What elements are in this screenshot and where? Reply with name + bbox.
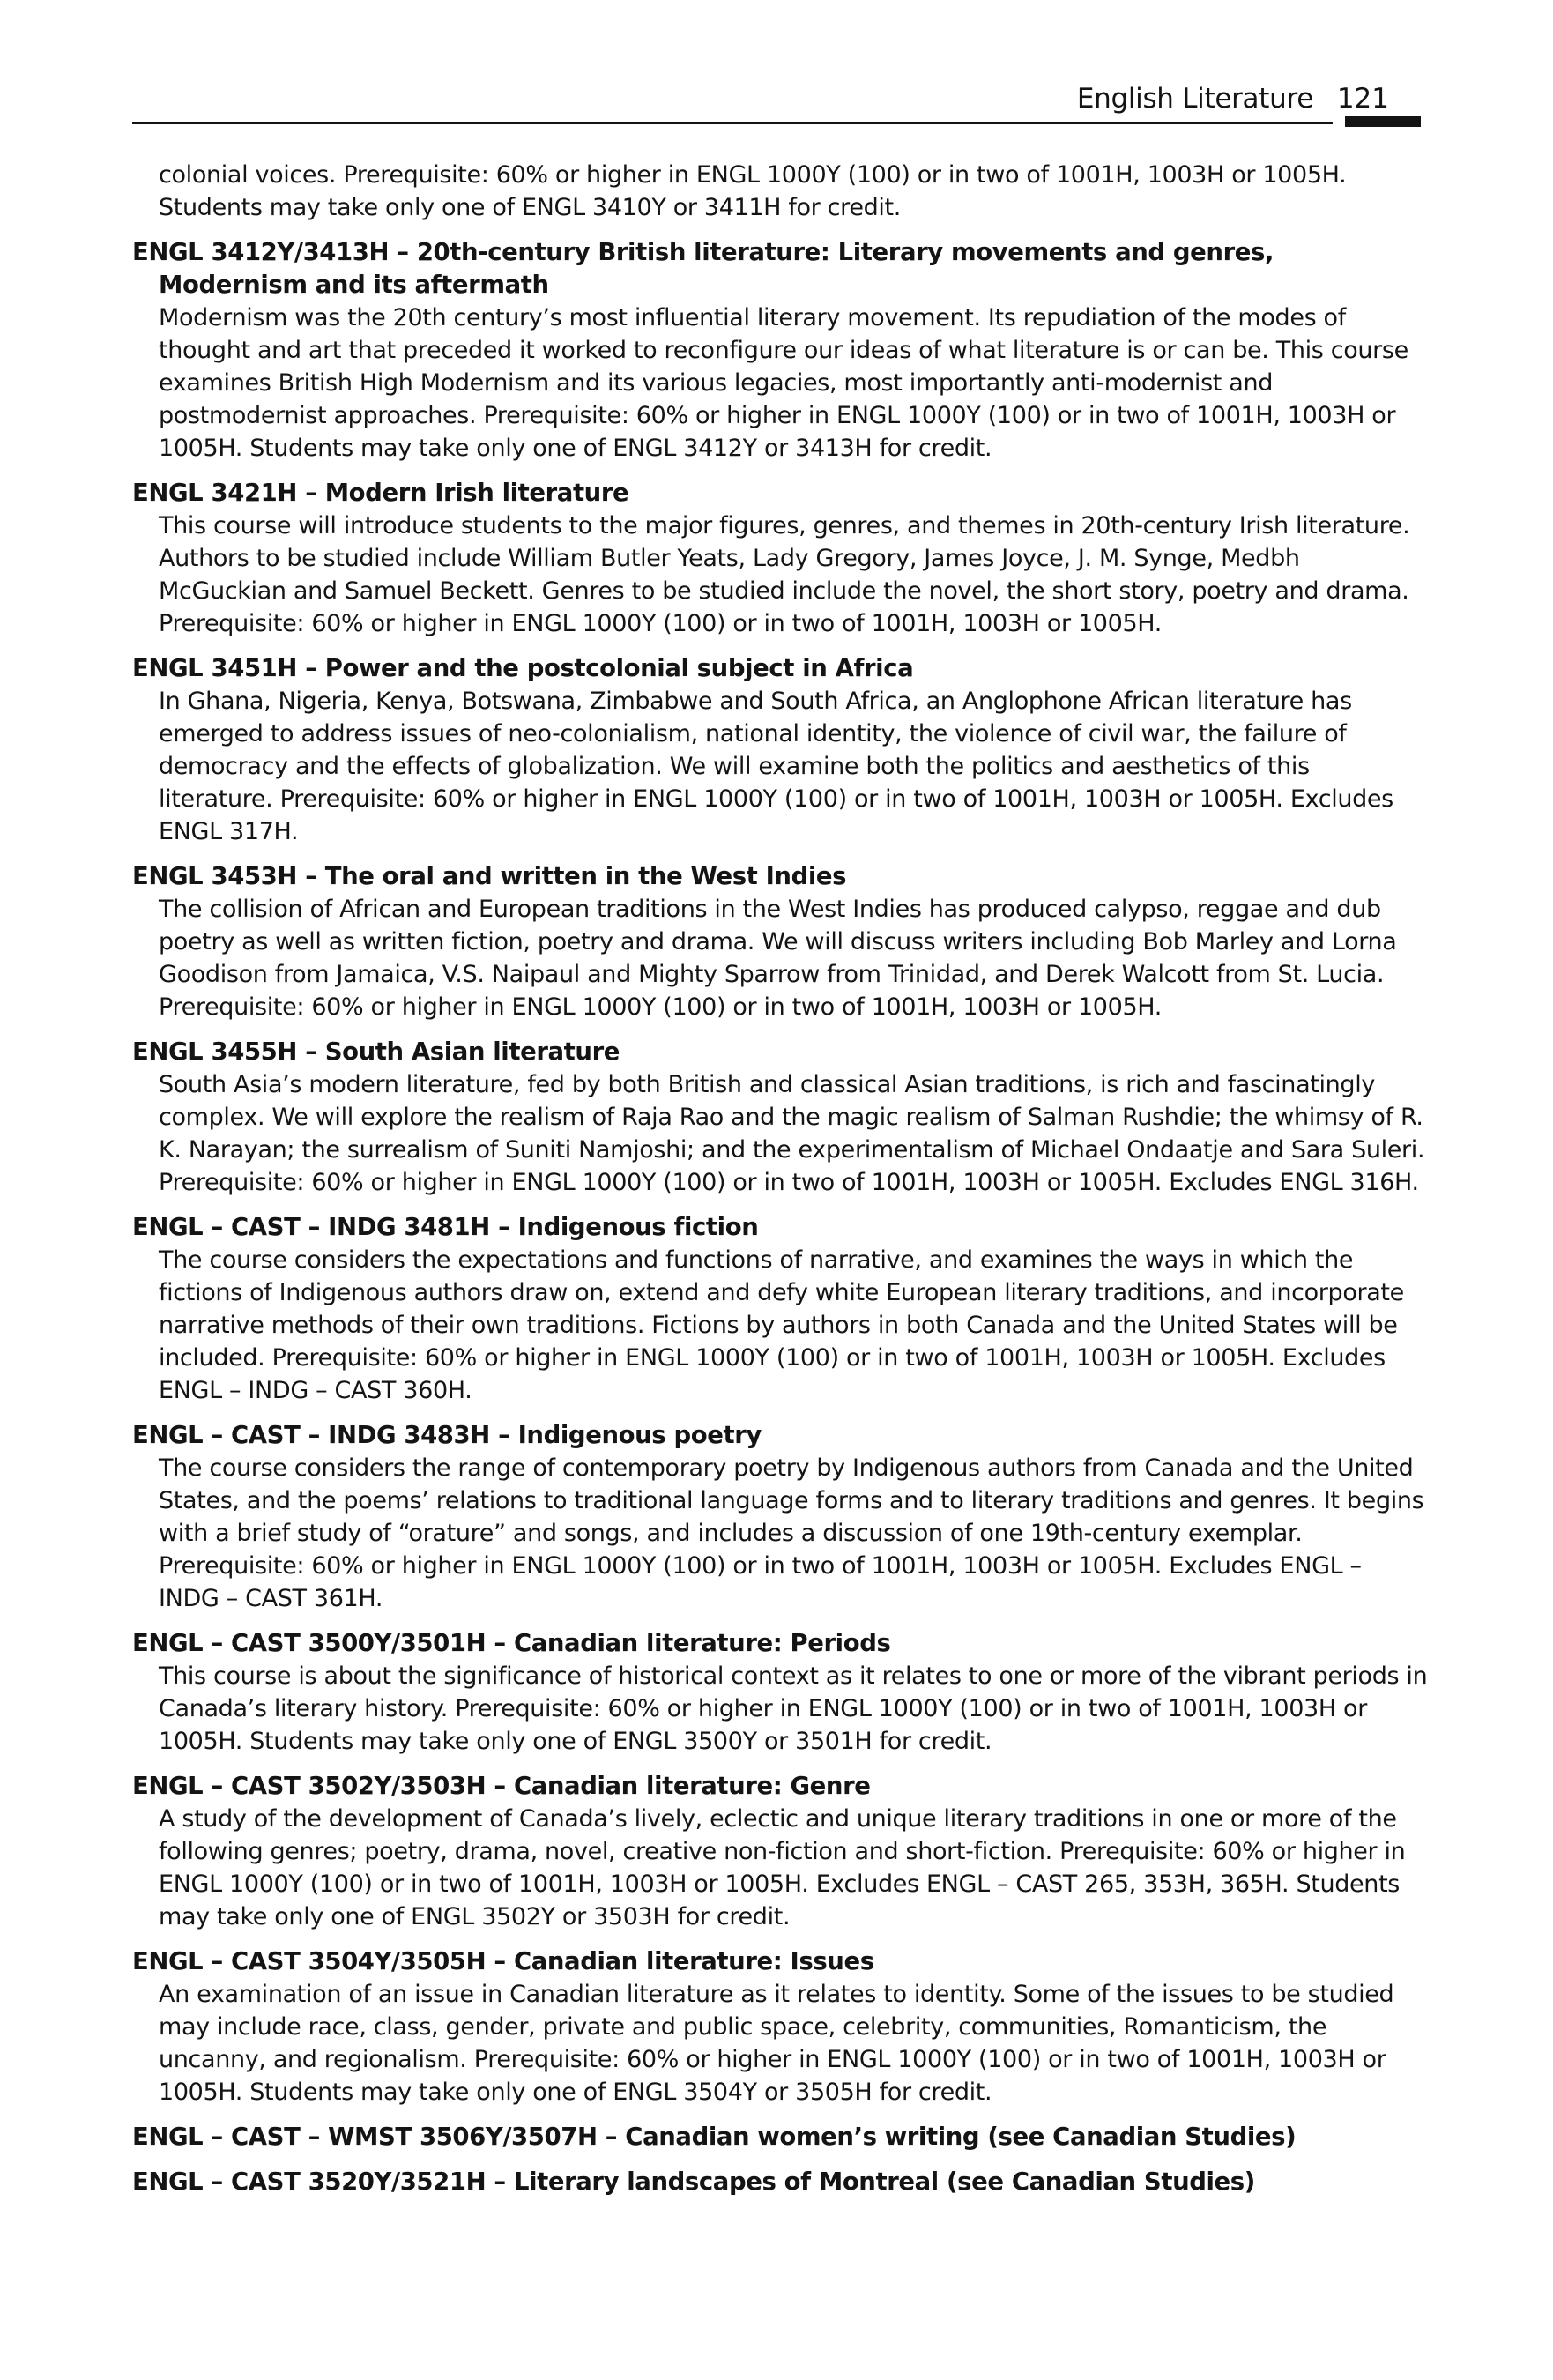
course-title: ENGL 3451H – Power and the postcolonial subject in Africa (132, 654, 914, 682)
course-title: ENGL 3421H – Modern Irish literature (132, 479, 629, 507)
course-title: ENGL – CAST – INDG 3483H – Indigenous poetry (132, 1421, 762, 1449)
page-header (132, 79, 1421, 125)
course-description: In Ghana, Nigeria, Kenya, Botswana, Zimbabwe and South Africa, an Anglophone African literature has emerged to address issues of neo-colonialism, national identity, the violence of civil war, the failure of democracy and the effects of globalization. We will examine both the politics and aesthetics of this literature. Prerequisite: 60% or higher in ENGL 1000Y (100) or in two of 1001H, 1003H or 1005H. Excludes ENGL 317H. (159, 688, 1393, 845)
continued-text: colonial voices. Prerequisite: 60% or higher in ENGL 1000Y (100) or in two of 1001H, 1003H or 1005H. Students may take only one of ENGL 3410Y or 3411H for credit. (159, 161, 1347, 221)
course-description: The course considers the expectations and functions of narrative, and examines the ways in which the fictions of Indigenous authors draw on, extend and defy white European literary traditions, and incorporate narrative methods of their own traditions. Fictions by authors in both Canada and the United States will be included. Prerequisite: 60% or higher in ENGL 1000Y (100) or in two of 1001H, 1003H or 1005H. Excludes ENGL – INDG – CAST 360H. (159, 1246, 1404, 1404)
course-entry (132, 1627, 1428, 1758)
course-title: ENGL – CAST – WMST 3506Y/3507H – Canadian women’s writing (see Canadian Studies) (132, 2123, 1297, 2151)
course-description: This course will introduce students to the major figures, genres, and themes in 20th-century Irish literature. Authors to be studied include William Butler Yeats, Lady Gregory, James Joyce, J. M. Synge, Medbh McGuckian and Samuel Beckett. Genres to be studied include the novel, the short story, poetry and drama. Prerequisite: 60% or higher in ENGL 1000Y (100) or in two of 1001H, 1003H or 1005H. (159, 512, 1410, 637)
header-rule (132, 122, 1333, 124)
course-entry (132, 860, 1428, 1023)
course-description: Modernism was the 20th century’s most influential literary movement. Its repudiation of the modes of thought and art that preceded it worked to reconfigure our ideas of what literature is or can be. This course examines British High Modernism and its various legacies, most importantly anti-modernist and postmodernist approaches. Prerequisite: 60% or higher in ENGL 1000Y (100) or in two of 1001H, 1003H or 1005H. Students may take only one of ENGL 3412Y or 3413H for credit. (159, 304, 1408, 462)
running-header-section: English Literature (1076, 83, 1313, 115)
course-title: ENGL – CAST 3502Y/3503H – Canadian literature: Genre (132, 1772, 871, 1800)
course-description: This course is about the significance of historical context as it relates to one or more of the vibrant periods in Canada’s literary history. Prerequisite: 60% or higher in ENGL 1000Y (100) or in two of 1001H, 1003H or 1005H. Students may take only one of ENGL 3500Y or 3501H for credit. (159, 1662, 1428, 1755)
course-list (132, 236, 1428, 2198)
course-entry (132, 1036, 1428, 1199)
course-title: ENGL – CAST 3504Y/3505H – Canadian literature: Issues (132, 1947, 874, 1975)
course-title: ENGL – CAST 3500Y/3501H – Canadian literature: Periods (132, 1629, 891, 1657)
course-description: The course considers the range of contemporary poetry by Indigenous authors from Canada and the United States, and the poems’ relations to traditional language forms and to literary traditions and genres. It begins with a brief study of “orature” and songs, and includes a discussion of one 19th-century exemplar. Prerequisite: 60% or higher in ENGL 1000Y (100) or in two of 1001H, 1003H or 1005H. Excludes ENGL – INDG – CAST 361H. (159, 1454, 1424, 1612)
course-entry (132, 1211, 1428, 1407)
course-entry (132, 1419, 1428, 1615)
course-title: ENGL 3455H – South Asian literature (132, 1038, 620, 1066)
course-entry (132, 236, 1428, 465)
course-description: The collision of African and European traditions in the West Indies has produced calypso, reggae and dub poetry as well as written fiction, poetry and drama. We will discuss writers including Bob Marley and Lorna Goodison from Jamaica, V.S. Naipaul and Mighty Sparrow from Trinidad, and Derek Walcott from St. Lucia. Prerequisite: 60% or higher in ENGL 1000Y (100) or in two of 1001H, 1003H or 1005H. (159, 896, 1397, 1021)
course-description: A study of the development of Canada’s lively, eclectic and unique literary traditions in one or more of the following genres; poetry, drama, novel, creative non-fiction and short-fiction. Prerequisite: 60% or higher in ENGL 1000Y (100) or in two of 1001H, 1003H or 1005H. Excludes ENGL – CAST 265, 353H, 365H. Students may take only one of ENGL 3502Y or 3503H for credit. (159, 1805, 1406, 1930)
course-description: An examination of an issue in Canadian literature as it relates to identity. Some of the issues to be studied may include race, class, gender, private and public space, celebrity, communities, Romanticism, the uncanny, and regionalism. Prerequisite: 60% or higher in ENGL 1000Y (100) or in two of 1001H, 1003H or 1005H. Students may take only one of ENGL 3504Y or 3505H for credit. (159, 1981, 1394, 2106)
course-entry (132, 1945, 1428, 2109)
course-title: ENGL – CAST – INDG 3481H – Indigenous fiction (132, 1213, 759, 1241)
course-entry (132, 477, 1428, 640)
header-tab-block (1345, 116, 1421, 127)
course-title: ENGL 3453H – The oral and written in the West Indies (132, 862, 847, 890)
course-entry (132, 652, 1428, 848)
page-number: 121 (1336, 83, 1389, 115)
course-description: South Asia’s modern literature, fed by both British and classical Asian traditions, is rich and fascinatingly complex. We will explore the realism of Raja Rao and the magic realism of Salman Rushdie; the whimsy of R. K. Narayan; the surrealism of Suniti Namjoshi; and the experimentalism of Michael Ondaatje and Sara Suleri. Prerequisite: 60% or higher in ENGL 1000Y (100) or in two of 1001H, 1003H or 1005H. Excludes ENGL 316H. (159, 1071, 1425, 1196)
course-entry (132, 1770, 1428, 1933)
course-title: ENGL – CAST 3520Y/3521H – Literary landscapes of Montreal (see Canadian Studies) (132, 2168, 1255, 2196)
course-entry (132, 2121, 1428, 2153)
page-content (132, 159, 1428, 2211)
course-title: ENGL 3412Y/3413H – 20th-century British literature: Literary movements and genres, Modernism and its aftermath (132, 238, 1274, 299)
course-entry (132, 2166, 1428, 2198)
